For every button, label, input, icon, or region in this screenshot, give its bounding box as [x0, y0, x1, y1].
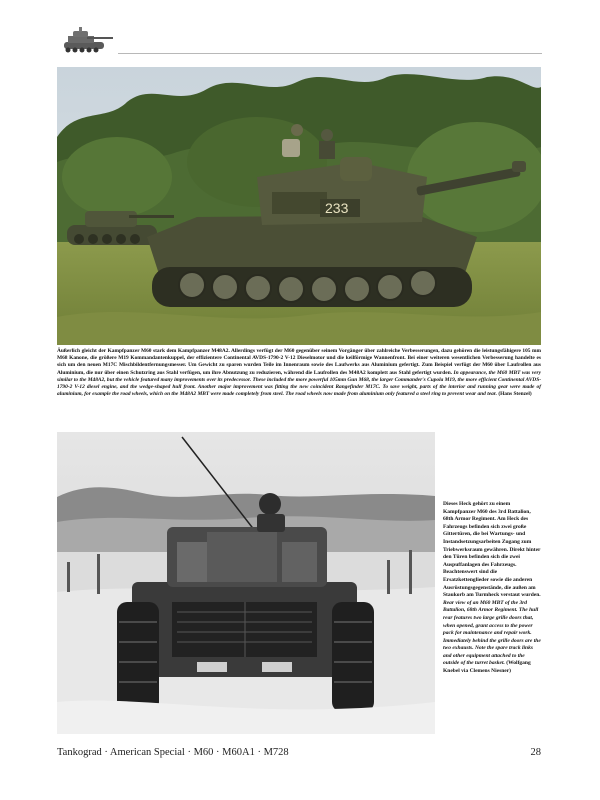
m60-tank-color-photo [57, 67, 541, 345]
caption-side-credit: (Wolfgang Knebel via Clemens Niesner) [443, 660, 531, 675]
caption-side [443, 501, 541, 676]
caption-side-english: Rear view of an M60 MBT of the 3rd Battalion, 68th Armor Regiment. The hull rear features two large grille doors that, when opened, grant access to the power pack for maintenance and repair work. Immediately behind the grille doors are the two exhausts. Note the spare track links and other equipment attached to the outside of the turret basket. [443, 599, 541, 667]
caption-top-english: In appearance, the M60 MBT was very similar to the M48A2, but the vehicle featured many improvements over its predecessor. These included the more powerful 105mm Gun M68, the larger Commander's Cupola M19, the more efficient Continental AVDS-1790-2 V-12 diesel engine, and the wedge-shaped hull front. Another major improvement was fitting the new coincident Rangefinder M17C. To save weight, parts of the interior and running gear were made of aluminium, for example the road wheels, which on the M48A2 MBT were made completely from steel. The road wheels now made from aluminium only featured a steel ring to prevent wear and tear. [57, 369, 541, 398]
caption-side-german: Dieses Heck gehört zu einem Kampfpanzer M60 des 3rd Battalion, 68th Armor Regiment. Am Heck des Fahrzeugs befinden sich zwei große Gittertüren, die bei Wartungs- und Instandsetzungsarbeiten Zugang zum Triebwerksraum gewähren. Direkt hinter den Türen befinden sich die zwei Auspuffanlagen des Fahrzeugs. Beachtenswert sind die Ersatzkettenglieder sowie die anderen Ausrüstungsgegenstände, die außen am Staukorb am Turmheck verstaut wurden. [443, 501, 541, 599]
caption-top-credit: (Hans Stenzel) [498, 391, 532, 398]
caption-top-german: Äußerlich gleicht der Kampfpanzer M60 stark dem Kampfpanzer M48A2. Allerdings verfügt der M60 gegenüber seinem Vorgänger über zahlreiche Verbesserungen, dazu gehören die leistungsfähigere 105 mm M68 Kanone, die größere M19 Kommandantenkuppel, der effizientere Continental AVDS-1790-2 V-12 Dieselmotor und die keilförmige Wannenfront. Bei einer weiteren wesentlichen Verbesserung handelte es sich um den neuen M17C Mischbildentfernungsmesser. Um Gewicht zu sparen wurden Teile im Innenraum sowie des Laufwerks aus Aluminium gefertigt. Zum Beispiel verfügt der M60 über Laufrollen aus Aluminium, die nur über einen Schutzring aus Stahl verfügen, um ihre Abnutzung zu reduzieren, während die Laufrollen des M48A2 komplett aus Stahl gefertigt wurden. [57, 348, 541, 376]
footer-title: Tankograd · American Special · M60 · M60A1 · M728 [57, 747, 289, 758]
page-number: 28 [530, 747, 541, 758]
header-rule [118, 53, 542, 54]
m60-tank-rear-bw-photo [57, 432, 435, 734]
tank-silhouette-icon [58, 22, 116, 56]
caption-top [57, 348, 541, 398]
turret-number: 233 [325, 200, 349, 216]
